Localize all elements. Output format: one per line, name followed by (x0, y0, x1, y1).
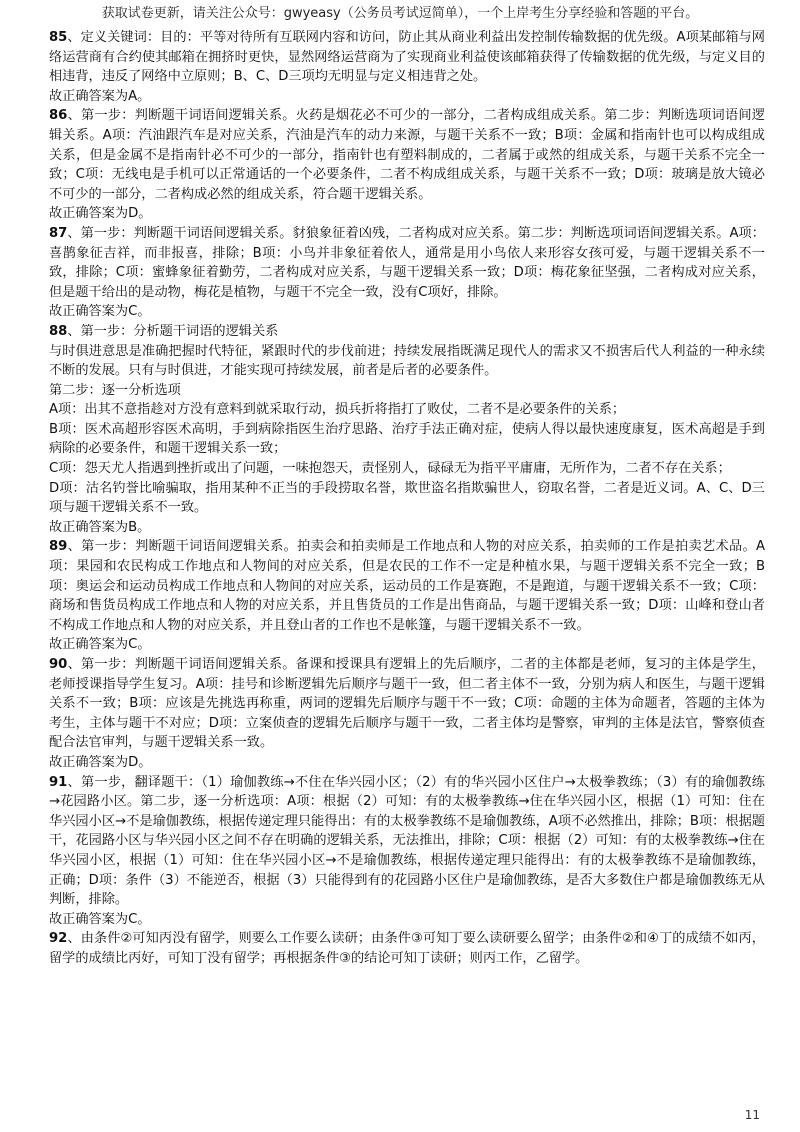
question-number: 88 (49, 323, 68, 339)
option-analysis: C项：怨天尤人指遇到挫折或出了问题，一味抱怨天，责怪别人，碌碌无为指平平庸庸，无所作为，二者不存在关系； (49, 461, 731, 477)
answer-line: 故正确答案为C。 (49, 911, 151, 927)
paragraph: 91、第一步，翻译题干：（1）瑜伽教练→不住在华兴园小区；（2）有的华兴园小区住户→太极拳教练；（3）有的瑜伽教练→花园路小区。第二步，逐一分析选项：A项：根据（2）可知：有的太极拳教练→住在华兴园小区，根据（1）可知：住在华兴园小区→不是瑜伽教练，根据传递定理只能得出：有的太极拳教练不是瑜伽教练，A项不必然推出，排除；B项：根据题干，花园路小区与华兴园小区之间不存在明确的逻辑关系，无法推出，排除；C项：根据（2）可知：有的太极拳教练→住在华兴园小区，根据（1）可知：住在华兴园小区→不是瑜伽教练，根据传递定理只能得出：有的太极拳教练不是瑜伽教练，正确；D项：条件（3）不能逆否，根据（3）只能得到有的花园路小区住户是瑜伽教练，是否大多数住户都是瑜伽教练无从判断，排除。 (49, 774, 765, 908)
page-number: 11 (744, 1108, 760, 1122)
option-analysis: B项：医术高超形容医术高明，手到病除指医生治疗思路、治疗手法正确对症，使病人得以最快速度康复，医术高超是手到病除的必要条件，和题干逻辑关系一致； (49, 421, 765, 457)
answer-line: 故正确答案为C。 (49, 304, 151, 320)
paragraph: 85、定义关键词：目的：平等对待所有互联网内容和访问，防止其从商业利益出发控制传输数据的优先级。A项某邮箱与网络运营商有合约使其邮箱在拥挤时更快，显然网络运营商为了实现商业利益使该邮箱获得了传输数据的优先级，与定义目的相违背，违反了网络中立原则；B、C、D三项均无明显与定义相违背之处。 (49, 30, 765, 85)
question-85 (49, 28, 765, 106)
answer-line: 故正确答案为D。 (49, 206, 152, 222)
header-notice: 获取试卷更新，请关注公众号：gwyeasy（公务员考试逗简单），一个上岸考生分享经验和答题的平台。 (101, 6, 699, 21)
question-87 (49, 224, 765, 322)
question-88 (49, 322, 765, 538)
paragraph: 92、由条件②可知丙没有留学，则要么工作要么读研；由条件③可知丁要么读研要么留学；由条件②和④丁的成绩不如丙，留学的成绩比丙好，可知丁没有留学；再根据条件③的结论可知丁读研；则丙工作，乙留学。 (49, 931, 765, 966)
paragraph: 86、第一步：判断题干词语间逻辑关系。火药是烟花必不可少的一部分，二者构成组成关系。第二步：判断选项词语间逻辑关系。A项：汽油跟汽车是对应关系，汽油是汽车的动力来源，与题干关系不一致；B项：金属和指南针也可以构成组成关系，但是金属不是指南针必不可少的一部分，指南针也有塑料制成的，二者属于或然的组成关系，与题干关系不完全一致；C项：无线电是手机可以正常通话的一个必要条件，二者不构成组成关系，与题干关系不一致；D项：玻璃是放大镜必不可少的一部分，二者构成必然的组成关系，符合题干逻辑关系。 (49, 108, 765, 202)
question-90 (49, 655, 765, 773)
question-number: 86 (49, 108, 68, 124)
question-92 (49, 929, 765, 968)
option-analysis: D项：沽名钓誉比喻骗取，指用某种不正当的手段捞取名誉，欺世盗名指欺骗世人，窃取名誉，二者是近义词。A、C、D三项与题干逻辑关系不一致。 (49, 480, 765, 516)
option-analysis: A项：出其不意指趁对方没有意料到就采取行动，损兵折将指打了败仗，二者不是必要条件的关系； (49, 402, 626, 418)
question-number: 85 (49, 30, 68, 45)
paragraph: 88、第一步：分析题干词语的逻辑关系 (49, 323, 279, 339)
answer-line: 故正确答案为B。 (49, 519, 151, 535)
paragraph: 第二步：逐一分析选项 (49, 382, 181, 398)
question-number: 91 (49, 774, 68, 790)
paragraph: 90、第一步：判断题干词语间逻辑关系。备课和授课具有逻辑上的先后顺序，二者的主体都是老师，复习的主体是学生，老师授课指导学生复习。A项：挂号和诊断逻辑先后顺序与题干一致，但二者主体不一致，分别为病人和医生，与题干逻辑关系不一致；B项：应该是先挑选再称重，两词的逻辑先后顺序与题干不一致；C项：命题的主体为命题者，答题的主体为考生，主体与题干不对应；D项：立案侦查的逻辑先后顺序与题干一致，二者主体均是警察，审判的主体是法官，警察侦查配合法官审判，与题干逻辑关系一致。 (49, 657, 765, 751)
paragraph: 89、第一步：判断题干词语间逻辑关系。拍卖会和拍卖师是工作地点和人物的对应关系，拍卖师的工作是拍卖艺术品。A项：果园和农民构成工作地点和人物间的对应关系，但是农民的工作不一定是种植水果，与题干逻辑关系不完全一致；B项：奥运会和运动员构成工作地点和人物间的对应关系，运动员的工作是赛跑，不是跑道，与题干逻辑关系不一致；C项：商场和售货员构成工作地点和人物的对应关系，并且售货员的工作是出售商品，与题干逻辑关系一致；D项：山峰和登山者不构成工作地点和人物的对应关系，并且登山者的工作也不是帐篷，与题干逻辑关系不一致。 (49, 539, 765, 633)
question-91 (49, 773, 765, 930)
question-number: 89 (49, 539, 68, 555)
question-number: 90 (49, 657, 68, 672)
question-89 (49, 537, 765, 655)
question-number: 87 (49, 225, 68, 241)
paragraph: 87、第一步：判断题干词语间逻辑关系。豺狼象征着凶残，二者构成对应关系。第二步：判断选项词语间逻辑关系。A项：喜鹊象征吉祥，而非报喜，排除；B项：小鸟并非象征着依人，通常是用小鸟依人来形容女孩可爱，与题干逻辑关系不一致，排除；C项：蜜蜂象征着勤劳，二者构成对应关系，与题干逻辑关系一致；D项：梅花象征坚强，二者构成对应关系，但是题干给出的是动物，梅花是植物，与题干不完全一致，没有C项好，排除。 (49, 225, 765, 300)
paragraph: 与时俱进意思是准确把握时代特征，紧跟时代的步伐前进；持续发展指既满足现代人的需求又不损害后代人利益的一种永续不断的发展。只有与时俱进，才能实现可持续发展，前者是后者的必要条件。 (49, 343, 765, 379)
question-86 (49, 106, 765, 224)
answer-explanations (49, 28, 765, 969)
answer-line: 故正确答案为A。 (49, 88, 151, 104)
answer-line: 故正确答案为D。 (49, 754, 152, 770)
question-number: 92 (49, 931, 68, 947)
answer-line: 故正确答案为C。 (49, 637, 151, 653)
